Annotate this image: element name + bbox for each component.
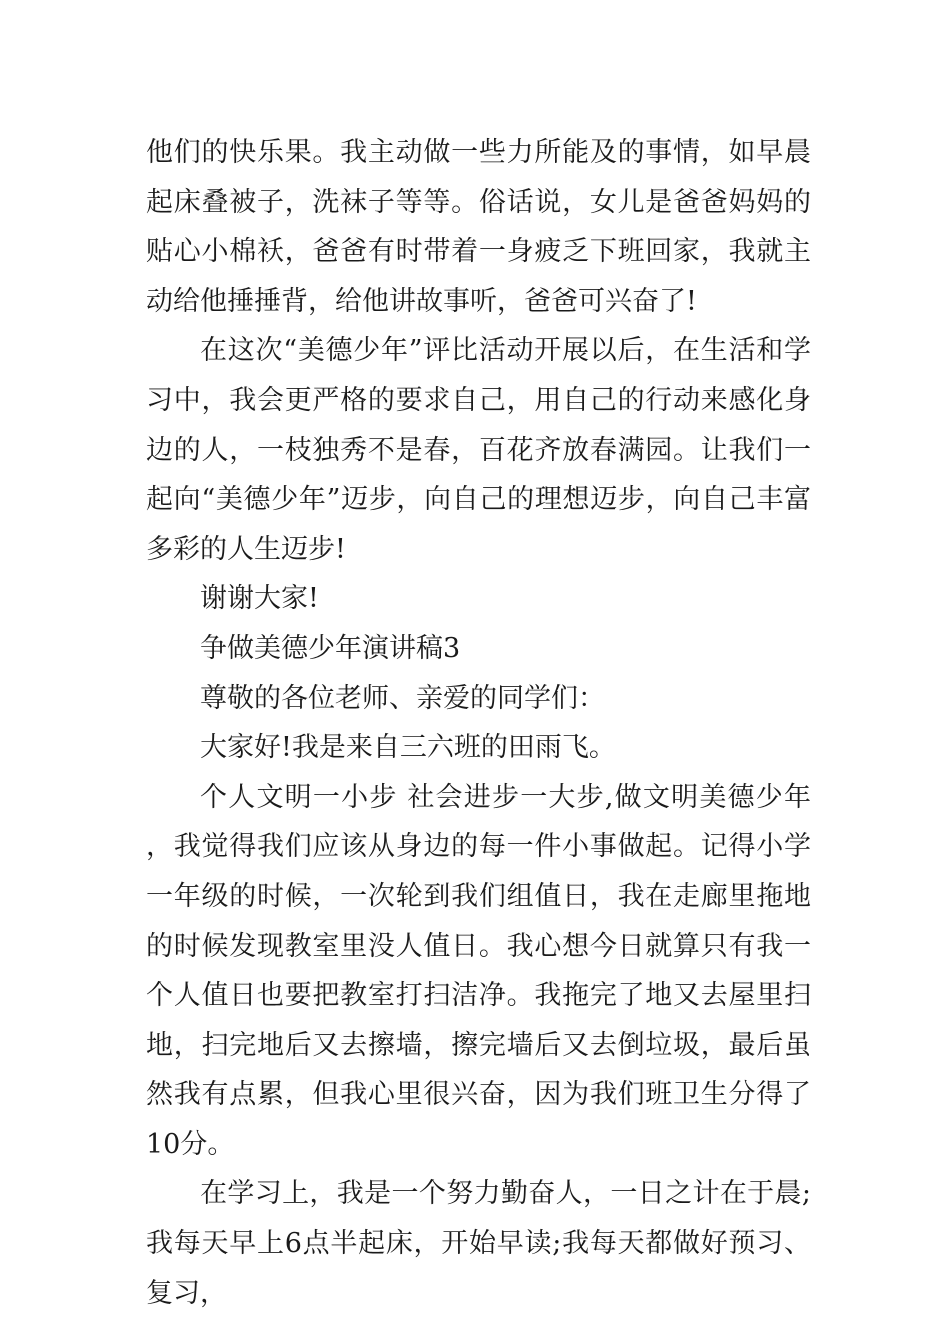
paragraph-1: 他们的快乐果。我主动做一些力所能及的事情，如早晨起床叠被子，洗袜子等等。俗话说，女儿是爸爸妈妈的贴心小棉袄，爸爸有时带着一身疲乏下班回家，我就主 动给他捶捶背，给他讲故事听，爸爸可兴奋了! [146, 137, 811, 317]
greeting: 大家好!我是来自三六班的田雨飞。 [200, 732, 616, 764]
paragraph-2: 在这次“美德少年”评比活动开展以后，在生活和学习中，我会更严格的要求自己，用自己的行动来感化身边的人，一枝独秀不是春，百花齐放春满园。让我们一起向“美德少年”迈步，向自己的理想迈步，向自己丰富多彩的人生迈步! [146, 335, 811, 565]
paragraph-3: 谢谢大家! [200, 583, 319, 615]
paragraph-7: 个人文明一小步 社会进步一大步,做文明美德少年，我觉得我们应该从身边的每一件小事做起。记得小学一年级的时候，一次轮到我们组值日，我在走廊里拖地的时候发现教室里没人值日。我心想今日就算只有我一个人值日也要把教室打扫洁净。我拖完了地又去屋里扫地，扫完地后又去擦墙，擦完墙后又去倒垃圾，最后虽然我有点累，但我心里很兴奋，因为我们班卫生分得了10分。 [146, 781, 811, 1160]
document-body [146, 128, 811, 1318]
section-title: 争做美德少年演讲稿3 [200, 632, 461, 664]
paragraph-8: 在学习上，我是一个努力勤奋人，一日之计在于晨;我每天早上6点半起床，开始早读;我每天都做好预习、复习， [146, 1178, 811, 1309]
salutation: 尊敬的各位老师、亲爱的同学们： [200, 682, 605, 714]
